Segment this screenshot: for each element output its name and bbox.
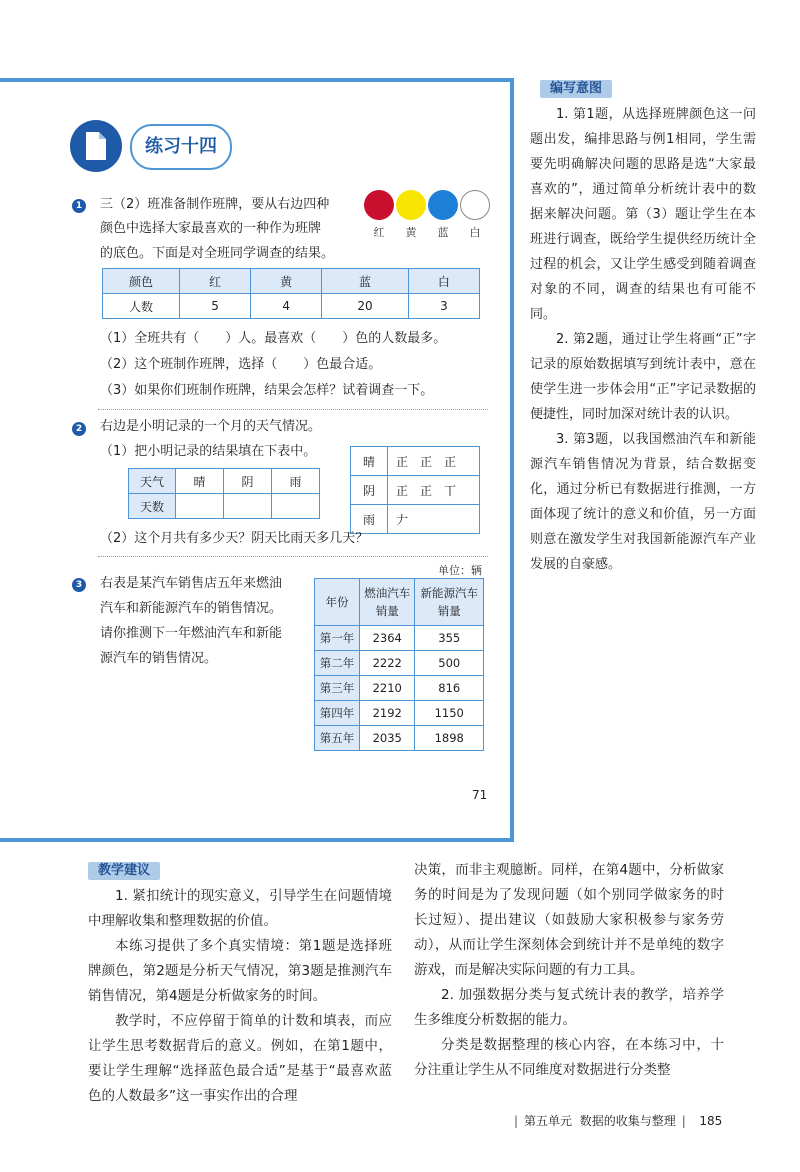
- table-cell: 第五年: [315, 726, 360, 751]
- q1-sub-2: （2）这个班制作班牌，选择（ ）色最合适。: [100, 357, 382, 372]
- q3-line-2: 汽车和新能源汽车的销售情况。: [100, 601, 283, 616]
- question-2-number: 2: [72, 422, 86, 436]
- table-row: [315, 676, 484, 701]
- footer-page-number: 185: [699, 1114, 723, 1128]
- footer-unit: 第五单元: [524, 1114, 573, 1128]
- table-cell: 20: [322, 294, 409, 319]
- q1-line-1: 三（2）班准备制作班牌，要从右边四种: [100, 197, 330, 212]
- table-cell: 816: [415, 676, 484, 701]
- color-survey-table: [102, 268, 480, 319]
- swatch-label-white: 白: [469, 226, 481, 239]
- red-swatch: [364, 190, 394, 220]
- q1-sub-1: （1）全班共有（ ）人。最喜欢（ ）色的人数最多。: [100, 331, 447, 346]
- question-3-number: 3: [72, 578, 86, 592]
- table-row: [103, 269, 480, 294]
- tally-table: [350, 446, 480, 534]
- footer-separator: |: [514, 1114, 519, 1128]
- table-cell: 第四年: [315, 701, 360, 726]
- advice-paragraph: 本练习提供了多个真实情境：第1题是选择班牌颜色，第2题是分析天气情况，第3题是推测汽车销售情况，第4题是分析做家务的时间。: [88, 938, 392, 1004]
- header-line: 新能源汽车: [420, 586, 478, 600]
- table-header: 阴: [224, 469, 272, 494]
- table-row: [315, 726, 484, 751]
- tally-marks: 正 正 丅: [388, 476, 480, 505]
- table-cell: 500: [415, 651, 484, 676]
- document-icon: [70, 120, 122, 172]
- table-row: [351, 447, 480, 476]
- tally-marks: 𠂇: [388, 505, 480, 534]
- table-cell: 阴: [351, 476, 388, 505]
- swatch-label-yellow: 黄: [405, 226, 417, 239]
- table-cell: 355: [415, 626, 484, 651]
- intent-paragraph: 2. 第2题，通过让学生将画“正”字记录的原始数据填写到统计表中，意在使学生进一步体会用“正”字记录数据的便捷性，同时加深对统计表的认识。: [530, 332, 756, 422]
- table-header: 蓝: [322, 269, 409, 294]
- table-row: [103, 294, 480, 319]
- divider: [98, 409, 488, 410]
- table-cell: 2210: [360, 676, 415, 701]
- table-header: 黄: [251, 269, 322, 294]
- swatch-label-blue: 蓝: [437, 226, 449, 239]
- table-row: [129, 469, 320, 494]
- advice-paragraph: 决策，而非主观臆断。同样，在第4题中，分析做家务的时间是为了发现问题（如个别同学做家务的时长过短）、提出建议（如鼓励大家积极参与家务劳动），从而让学生深刻体会到统计并不是单纯的数字游戏，而是解决实际问题的有力工具。: [414, 862, 724, 978]
- unit-label: 单位：辆: [438, 564, 482, 577]
- advice-right-column: [414, 858, 724, 1083]
- table-header: 红: [180, 269, 251, 294]
- table-row: [315, 579, 484, 626]
- q2-intro: 右边是小明记录的一个月的天气情况。: [100, 419, 322, 434]
- table-cell: 第二年: [315, 651, 360, 676]
- table-cell: 第一年: [315, 626, 360, 651]
- table-header: [360, 579, 415, 626]
- blank-cell: [272, 494, 320, 519]
- advice-paragraph: 分类是数据整理的核心内容，在本练习中，十分注重让学生从不同维度对数据进行分类整: [414, 1037, 724, 1078]
- advice-paragraph: 教学时，不应停留于简单的计数和填表，而应让学生思考数据背后的意义。例如，在第1题中，要让学生理解“选择蓝色最合适”是基于“最喜欢蓝色的人数最多”这一事实作出的合理: [88, 1013, 392, 1104]
- blank-cell: [224, 494, 272, 519]
- table-cell: 2364: [360, 626, 415, 651]
- table-cell: 4: [251, 294, 322, 319]
- yellow-swatch: [396, 190, 426, 220]
- blue-swatch: [428, 190, 458, 220]
- q2-sub-1: （1）把小明记录的结果填在下表中。: [100, 444, 317, 459]
- advice-tag: 教学建议: [88, 862, 160, 880]
- table-header: 天气: [129, 469, 176, 494]
- table-row: [315, 651, 484, 676]
- swatch-label-red: 红: [373, 226, 385, 239]
- textbook-page-number: 71: [472, 788, 488, 802]
- advice-paragraph: 1. 紧扣统计的现实意义，引导学生在问题情境中理解收集和整理数据的价值。: [88, 888, 392, 929]
- white-swatch: [460, 190, 490, 220]
- q1-line-2: 颜色中选择大家最喜欢的一种作为班牌: [100, 221, 322, 236]
- table-row: [129, 494, 320, 519]
- table-cell: 第三年: [315, 676, 360, 701]
- table-row: [315, 626, 484, 651]
- blank-cell: [176, 494, 224, 519]
- footer-separator: |: [681, 1114, 686, 1128]
- footer-title: 数据的收集与整理: [579, 1114, 676, 1128]
- header-line: 销量: [375, 604, 399, 618]
- car-sales-table: [314, 578, 484, 751]
- q3-line-4: 源汽车的销售情况。: [100, 651, 218, 666]
- table-row: [351, 476, 480, 505]
- intent-tag: 编写意图: [540, 80, 612, 98]
- table-header: 颜色: [103, 269, 180, 294]
- table-cell: 3: [408, 294, 479, 319]
- table-cell: 1898: [415, 726, 484, 751]
- table-cell: 人数: [103, 294, 180, 319]
- q2-sub-2: （2）这个月共有多少天？阴天比雨天多几天？: [100, 531, 369, 546]
- table-cell: 天数: [129, 494, 176, 519]
- table-header: 雨: [272, 469, 320, 494]
- q1-line-3: 的底色。下面是对全班同学调查的结果。: [100, 246, 335, 261]
- weather-days-table: [128, 468, 320, 519]
- intent-paragraph: 3. 第3题，以我国燃油汽车和新能源汽车销售情况为背景，结合数据变化，通过分析已有数据进行推测，一方面体现了统计的意义和价值，另一方面则意在激发学生对我国新能源汽车产业发展的自豪感。: [530, 432, 756, 572]
- table-header: 年份: [315, 579, 360, 626]
- table-cell: 2035: [360, 726, 415, 751]
- table-header: 晴: [176, 469, 224, 494]
- table-cell: 2192: [360, 701, 415, 726]
- q3-line-1: 右表是某汽车销售店五年来燃油: [100, 576, 283, 591]
- header-line: 燃油汽车: [364, 586, 411, 600]
- q1-sub-3: （3）如果你们班制作班牌，结果会怎样？试着调查一下。: [100, 383, 434, 398]
- table-row: [351, 505, 480, 534]
- exercise-title: 练习十四: [130, 124, 232, 170]
- tally-marks: 正 正 正: [388, 447, 480, 476]
- header-line: 销量: [437, 604, 461, 618]
- table-cell: 晴: [351, 447, 388, 476]
- page-footer: [508, 1112, 722, 1129]
- table-cell: 雨: [351, 505, 388, 534]
- advice-paragraph: 2. 加强数据分类与复式统计表的教学，培养学生多维度分析数据的能力。: [414, 987, 724, 1028]
- intent-paragraph: 1. 第1题，从选择班牌颜色这一问题出发，编排思路与例1相同，学生需要先明确解决问题的思路是选“大家最喜欢的”，通过简单分析统计表中的数据来解决问题。第（3）题让学生在本班进行调查，既给学生提供经历统计全过程的机会，又让学生感受到随着调查对象的不同，调查的结果也有可能不同。: [530, 107, 756, 322]
- table-row: [315, 701, 484, 726]
- table-cell: 2222: [360, 651, 415, 676]
- divider: [98, 556, 488, 557]
- q3-line-3: 请你推测下一年燃油汽车和新能: [100, 626, 283, 641]
- advice-left-column: [88, 884, 392, 1109]
- table-cell: 1150: [415, 701, 484, 726]
- table-header: 白: [408, 269, 479, 294]
- intent-column: [530, 102, 756, 577]
- table-cell: 5: [180, 294, 251, 319]
- table-header: [415, 579, 484, 626]
- question-1-number: 1: [72, 199, 86, 213]
